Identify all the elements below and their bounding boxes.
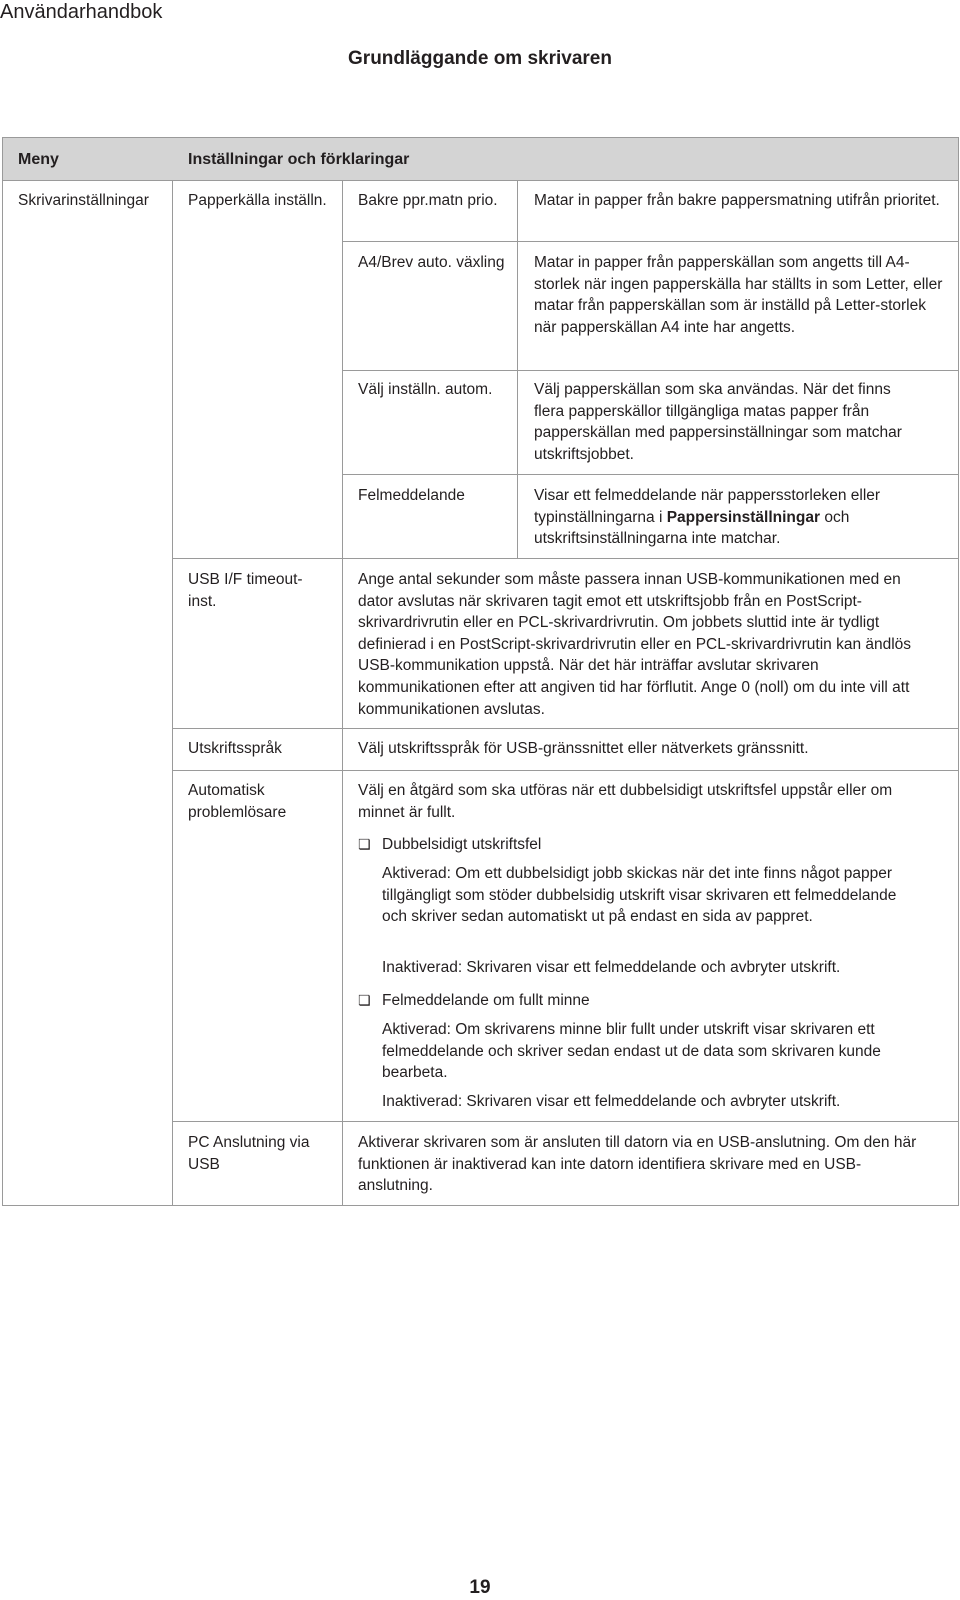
rule-row — [173, 558, 959, 559]
section-title: Grundläggande om skrivaren — [348, 48, 612, 69]
checkbox-bullet-icon: ❏ — [358, 836, 371, 852]
description-text: Visar ett felmeddelande när pappersstorleken eller typinställningarna i — [534, 487, 881, 526]
setting-description: Ange antal sekunder som måste passera innan USB-kommunikationen med en dator avslutas när skrivaren tagit emot ett utskriftsjobb från en PostScript-skrivardrivrutin eller en PCL-skrivardrivrutin. Om jobbets sluttid inte är tydligt definierad i en PostScript-skrivardrivrutin eller en PCL-skrivardrivrutin kan ändlös USB-kommunikation uppstå. När det här inträffar avslutar skrivaren kommunikationen efter att angiven tid har förflutit. Ange 0 (noll) om du inte vill att kommunikationen avslutas. — [358, 571, 912, 718]
description-text: och utskriftsinställningarna inte matchar. — [534, 508, 850, 548]
rule-row — [343, 241, 959, 242]
rule-top — [2, 137, 959, 138]
rule-right — [958, 137, 959, 1206]
column-header-menu: Meny — [18, 151, 59, 168]
option-description — [534, 485, 914, 550]
rule-header — [2, 180, 959, 181]
option-name: Felmeddelande — [358, 487, 465, 504]
option-name: A4/Brev auto. växling — [358, 254, 505, 271]
setting-usb-timeout: USB I/F timeout-inst. — [188, 571, 303, 610]
setting-description: Välj utskriftsspråk för USB-gränssnittet eller nätverkets gränssnitt. — [358, 740, 809, 757]
menu-label: Skrivarinställningar — [18, 192, 149, 209]
rule-col — [172, 180, 173, 1206]
setting-description: Aktiverar skrivaren som är ansluten till datorn via en USB-anslutning. Om den här funktionen är inaktiverad kan inte datorn identifiera skrivare med en USB-anslutning. — [358, 1134, 917, 1195]
rule-row — [173, 728, 959, 729]
setting-print-language: Utskriftsspråk — [188, 740, 282, 757]
option-description: Matar in papper från bakre pappersmatning utifrån prioritet. — [534, 192, 940, 209]
option-disabled-text: Inaktiverad: Skrivaren visar ett felmeddelande och avbryter utskrift. — [382, 1093, 841, 1110]
option-description: Matar in papper från papperskällan som angetts till A4-storlek när ingen papperskälla har ställts in som Letter, eller matar från papperskällan som är inställd på Letter-storlek när papperskällan A4 inte har angetts. — [534, 254, 943, 336]
running-header: Användarhandbok — [0, 1, 163, 23]
option-disabled-text: Inaktiverad: Skrivaren visar ett felmeddelande och avbryter utskrift. — [382, 959, 841, 976]
table-header-background — [3, 138, 959, 180]
option-enabled-text: Aktiverad: Om skrivarens minne blir fullt under utskrift visar skrivaren ett felmeddelande och skriver sedan endast ut de data som skrivaren kunde bearbeta. — [382, 1021, 881, 1082]
rule-col — [517, 180, 518, 559]
option-enabled-text: Aktiverad: Om ett dubbelsidigt jobb skickas när det inte finns något papper tillgängligt som stöder dubbelsidig utskrift visar skrivaren ett felmeddelande och skriver sedan automatiskt ut på endast en sida av pappret. — [382, 865, 897, 926]
page-number: 19 — [469, 1577, 491, 1598]
rule-col — [342, 180, 343, 1206]
option-name: Bakre ppr.matn prio. — [358, 192, 498, 209]
checkbox-bullet-icon: ❏ — [358, 992, 371, 1008]
option-description: Välj papperskällan som ska användas. När det finns flera papperskällor tillgängliga matas papper från papperskällan med pappersinställningar som matchar utskriftsjobbet. — [534, 381, 902, 463]
option-name: Välj inställn. autom. — [358, 381, 493, 398]
rule-row — [343, 474, 959, 475]
rule-row — [173, 770, 959, 771]
setting-paper-source: Papperkälla inställn. — [188, 192, 327, 209]
ui-term: Pappersinställningar — [666, 508, 821, 526]
setting-auto-resolver: Automatisk problemlösare — [188, 782, 287, 821]
setting-description: Välj en åtgärd som ska utföras när ett dubbelsidigt utskriftsfel uppstår eller om minnet är fullt. — [358, 782, 893, 821]
rule-row — [173, 1121, 959, 1122]
column-header-settings: Inställningar och förklaringar — [188, 151, 410, 168]
rule-row — [343, 370, 959, 371]
option-title: Felmeddelande om fullt minne — [382, 992, 590, 1009]
option-title: Dubbelsidigt utskriftsfel — [382, 836, 542, 853]
rule-bottom — [2, 1205, 959, 1206]
rule-left — [2, 137, 3, 1206]
setting-pc-usb: PC Anslutning via USB — [188, 1134, 310, 1173]
